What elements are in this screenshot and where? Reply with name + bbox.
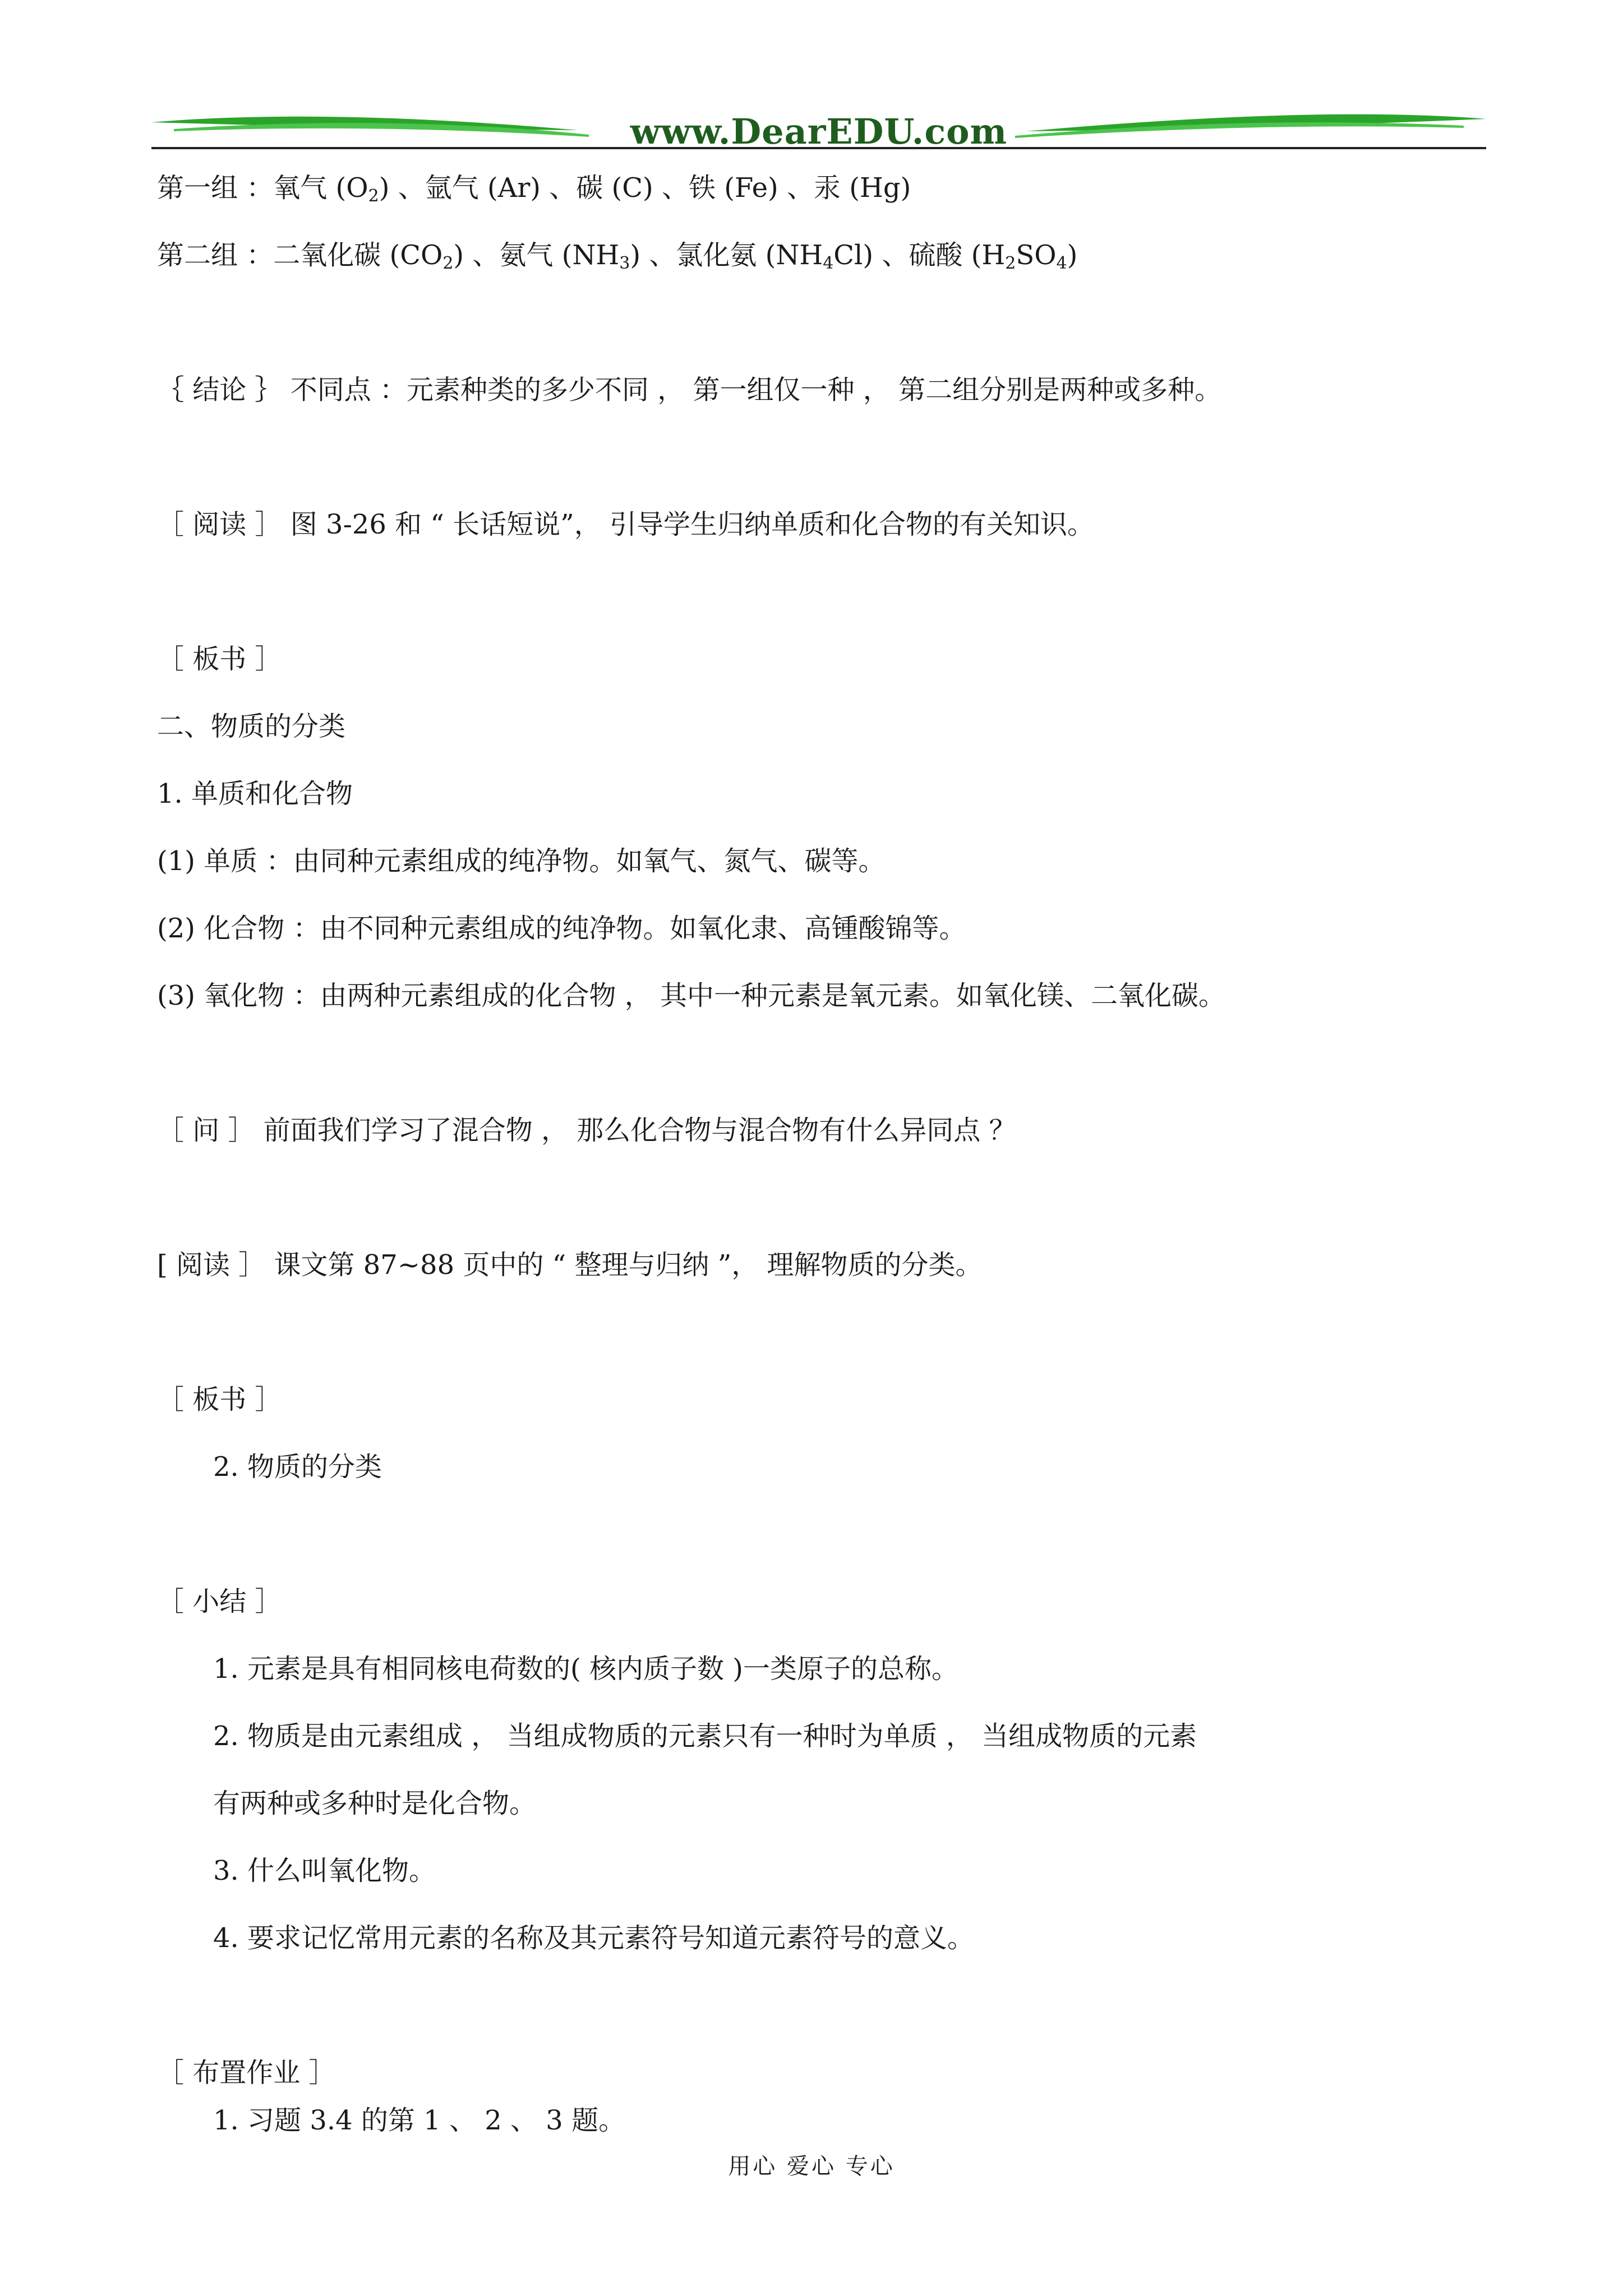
page-footer: 用心 爱心 专心: [728, 2154, 895, 2179]
site-header: [151, 107, 1486, 151]
logo-text[interactable]: www.DearEDU.com: [630, 111, 1008, 152]
summary-item-4: 4. 要求记忆常用元素的名称及其元素符号知道元素符号的意义。: [213, 1922, 975, 1954]
board-item-2: 2. 物质的分类: [213, 1451, 382, 1483]
definition-compound: (2) 化合物 ：由不同种元素组成的纯净物。如氧化隶、高锺酸锦等。: [157, 913, 966, 944]
summary-heading: ［ 小结 ］: [157, 1586, 282, 1617]
item-1: 1. 单质和化合物: [157, 778, 353, 809]
homework-item-1: 1. 习题 3.4 的第 1 、 2 、 3 题。: [213, 2105, 626, 2136]
group2-line: 第二组 ：二氧化碳 $(CO_2)$ 、氨气 $(NH_3)$ 、氯化氨 $(NH_4Cl)$ 、硫酸 $(H_2SO_4)$: [157, 240, 1078, 273]
header-divider: [151, 147, 1486, 149]
board-heading-2: ［ 板书 ］: [157, 1384, 282, 1415]
reading-line-1: ［ 阅读 ］ 图 3-26 和 “ 长话短说”， 引导学生归纳单质和化合物的有关知识。: [157, 509, 1094, 540]
summary-item-2-continued: 有两种或多种时是化合物。: [213, 1788, 537, 1819]
group1-line: 第一组 ：氧气 $(O_2)$ 、氩气 (Ar) 、碳 (C) 、铁 (Fe) 、汞 (Hg): [157, 172, 911, 206]
summary-item-1: 1. 元素是具有相同核电荷数的( 核内质子数 )一类原子的总称。: [213, 1653, 959, 1685]
question-line: ［ 问 ］ 前面我们学习了混合物 ， 那么化合物与混合物有什么异同点 ？: [157, 1115, 1016, 1146]
homework-heading: ［ 布置作业 ］: [157, 2057, 336, 2088]
reading-line-2: [ 阅读 ］ 课文第 87~88 页中的 “ 整理与归纳 ”， 理解物质的分类。: [157, 1249, 983, 1281]
definition-element: (1) 单质 ：由同种元素组成的纯净物。如氧气、氮气、碳等。: [157, 845, 886, 877]
section-title: 二、物质的分类: [157, 711, 346, 742]
summary-item-3: 3. 什么叫氧化物。: [213, 1855, 436, 1887]
board-heading-1: ［ 板书 ］: [157, 643, 282, 675]
definition-oxide: (3) 氧化物 ：由两种元素组成的化合物 ， 其中一种元素是氧元素。如氧化镁、二氧化碳。: [157, 980, 1226, 1011]
summary-item-2: 2. 物质是由元素组成 ， 当组成物质的元素只有一种时为单质 ， 当组成物质的元素: [213, 1720, 1197, 1752]
conclusion-line: ｛ 结论 ｝ 不同点 ：元素种类的多少不同 ， 第一组仅一种 ， 第二组分别是两种或多种。: [157, 374, 1222, 406]
